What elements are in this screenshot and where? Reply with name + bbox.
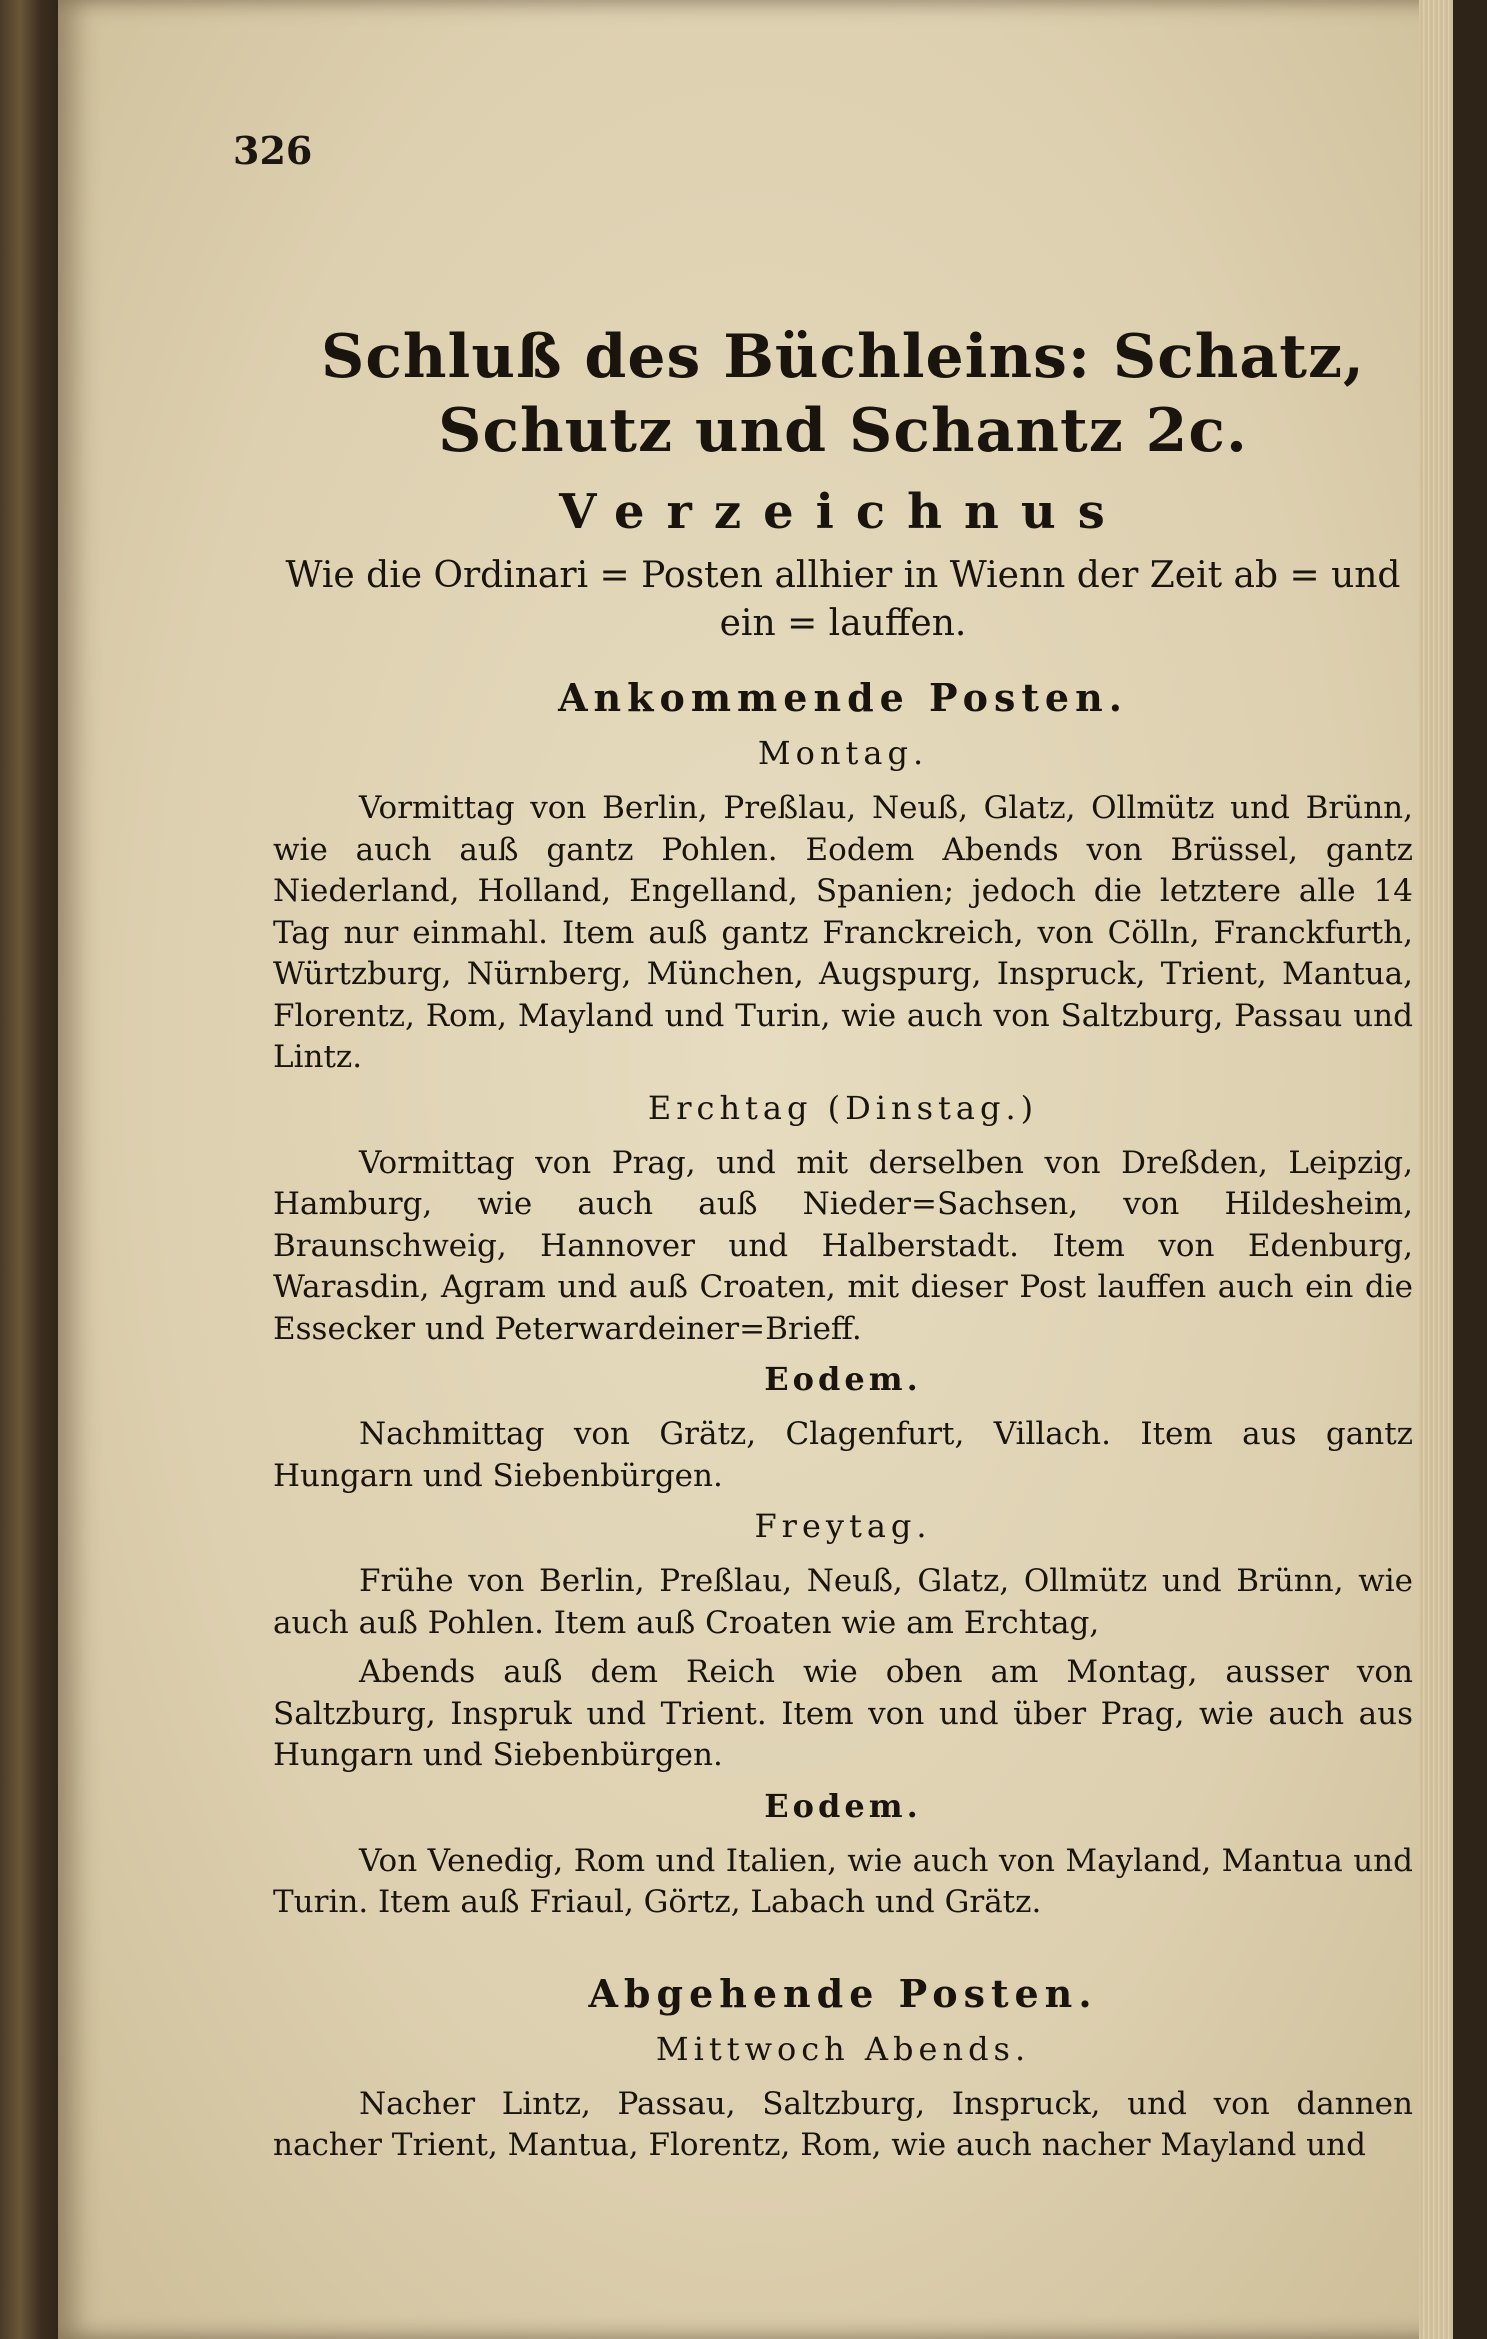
friday-paragraph-1: Frühe von Berlin, Preßlau, Neuß, Glatz, Ollmütz und Brünn, wie auch auß Pohlen. Item auß Croaten wie am Erchtag, xyxy=(273,1563,1413,1641)
incoming-heading: Ankommende Posten. xyxy=(558,675,1128,720)
list-heading: Verzeichnus xyxy=(559,484,1127,540)
page-number: 326 xyxy=(233,128,313,173)
friday-paragraph-2: Abends auß dem Reich wie oben am Montag, ausser von Saltzburg, Inspruk und Trient. Item von und über Prag, wie auch aus Hungarn und Siebenbürgen. xyxy=(273,1654,1413,1773)
day-heading-tuesday: Erchtag (Dinstag.) xyxy=(647,1088,1039,1127)
day-heading-eodem-1: Eodem. xyxy=(764,1360,922,1398)
incoming-section xyxy=(273,674,1413,1924)
eodem-1-paragraph: Nachmittag von Grätz, Clagenfurt, Villach. Item aus gantz Hungarn und Siebenbürgen. xyxy=(273,1416,1413,1494)
day-heading-eodem-2: Eodem. xyxy=(764,1786,922,1825)
outgoing-heading: Abgehende Posten. xyxy=(588,1970,1098,2016)
tuesday-paragraph: Vormittag von Prag, und mit derselben von Dreßden, Leipzig, Hamburg, wie auch auß Nieder=Sachsen, von Hildesheim, Braunschweig, Hannover und Halberstadt. Item von Edenburg, Warasdin, Agram und auß Croaten, mit dieser Post lauffen auch ein die Essecker und Peterwardeiner=Brieff. xyxy=(273,1144,1413,1347)
chapter-title: Schluß des Büchleins: Schatz, Schutz und Schantz 2c. xyxy=(321,322,1365,466)
list-subtitle: Wie die Ordinari = Posten allhier in Wienn der Zeit ab = und ein = lauffen. xyxy=(285,555,1401,644)
wednesday-paragraph: Nacher Lintz, Passau, Saltzburg, Inspruck, und von dannen nacher Trient, Mantua, Florentz, Rom, wie auch nacher Mayland und xyxy=(273,2085,1413,2163)
section-gap xyxy=(273,1932,1413,1970)
page-content xyxy=(273,320,1413,2175)
day-heading-wednesday-evening: Mittwoch Abends. xyxy=(655,2029,1031,2068)
day-heading-friday: Freytag. xyxy=(754,1507,932,1545)
book-page xyxy=(58,0,1453,2339)
eodem-2-paragraph: Von Venedig, Rom und Italien, wie auch von Mayland, Mantua und Turin. Item auß Friaul, Görtz, Labach und Grätz. xyxy=(273,1842,1413,1920)
monday-paragraph: Vormittag von Berlin, Preßlau, Neuß, Glatz, Ollmütz und Brünn, wie auch auß gantz Pohlen. Eodem Abends von Brüssel, gantz Niederland, Holland, Engelland, Spanien; jedoch die letztere alle 14 Tag nur einmahl. Item auß gantz Franckreich, von Cölln, Franckfurth, Würtzburg, Nürnberg, München, Augspurg, Inspruck, Trient, Mantua, Florentz, Rom, Mayland und Turin, wie auch von Saltzburg, Passau und Lintz. xyxy=(273,790,1413,1075)
outgoing-section xyxy=(273,1970,1413,2167)
day-heading-monday: Montag. xyxy=(757,734,929,772)
page-edges xyxy=(1419,0,1453,2339)
